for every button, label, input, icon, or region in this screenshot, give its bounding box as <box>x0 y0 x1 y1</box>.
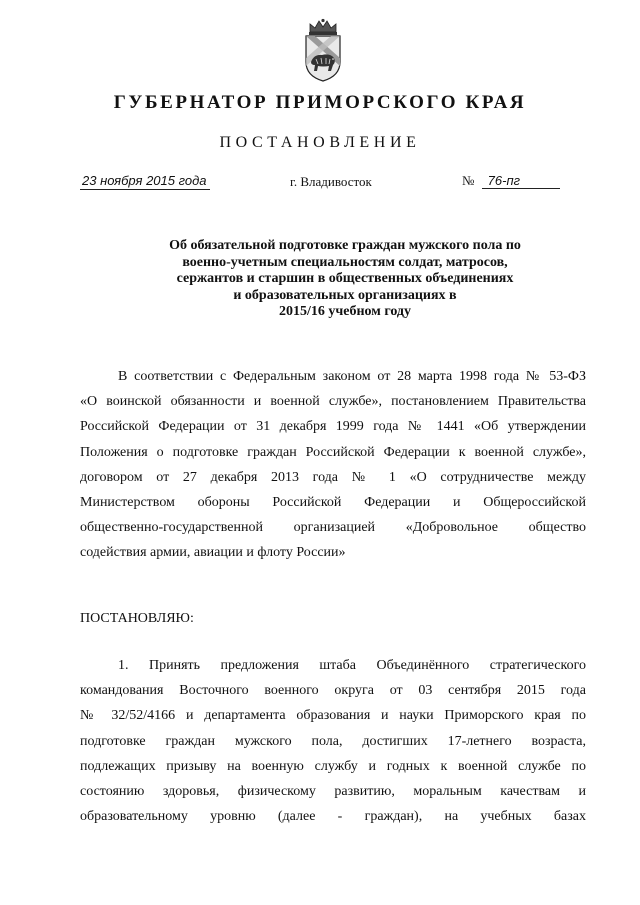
text-line: № 32/52/4166 и департамента образования и науки Приморского края по <box>80 708 586 724</box>
text-line: Положения о подготовке граждан Российской Федерации к военной службе», <box>80 444 586 460</box>
decree-subject <box>150 238 540 321</box>
subject-line: сержантов и старшин в общественных объединениях <box>176 271 514 286</box>
text-line: Министерством обороны Российской Федерации и Общероссийской <box>80 494 586 510</box>
text-line: подготовке граждан мужского пола, достигших 17-летнего возраста, <box>80 733 586 749</box>
text-line: подлежащих призыву на военную службу и годных к военной службе по <box>80 758 586 774</box>
subject-line: 2015/16 учебном году <box>278 304 412 319</box>
decree-number <box>462 173 560 189</box>
text-line: образовательному уровню (далее - граждан), на учебных базах <box>80 809 586 825</box>
text-line: В соответствии с Федеральным законом от 28 марта 1998 года № 53-ФЗ <box>118 369 586 384</box>
text-line: «О воинской обязанности и военной службе», постановлением Правительства <box>80 394 586 410</box>
item-1-paragraph <box>80 653 586 829</box>
subject-line: Об обязательной подготовке граждан мужского пола по <box>169 238 521 253</box>
text-line: 1. Принять предложения штаба Объединённого стратегического <box>118 658 586 673</box>
decree-word: ПОСТАНОВЛЯЮ: <box>80 611 194 626</box>
decree-city: г. Владивосток <box>290 174 372 189</box>
text-line: Российской Федерации от 31 декабря 1999 года № 1441 «Об утверждении <box>80 419 586 435</box>
primorsky-krai-coat-of-arms-icon <box>300 18 346 84</box>
governor-title: ГУБЕРНАТОР ПРИМОРСКОГО КРАЯ <box>113 92 527 113</box>
subject-line: и образовательных организациях в <box>233 287 457 303</box>
number-value: 76-пг <box>482 173 560 189</box>
text-line: состоянию здоровья, физическому развитию, моральным качествам и <box>80 783 586 799</box>
text-line: содействия армии, авиации и флоту России» <box>80 545 346 561</box>
text-line: общественно-государственной организацией «Добровольное общество <box>80 520 586 536</box>
subject-line: военно-учетным специальностям солдат, матросов, <box>182 254 508 270</box>
document-type: ПОСТАНОВЛЕНИЕ <box>219 134 421 151</box>
text-line: договором от 27 декабря 2013 года № 1 «О сотрудничестве между <box>80 469 586 485</box>
decree-date: 23 ноября 2015 года <box>80 173 210 190</box>
preamble-paragraph <box>80 364 586 566</box>
text-line: командования Восточного военного округа от 03 сентября 2015 года <box>80 683 586 699</box>
number-sign: № <box>462 173 475 188</box>
